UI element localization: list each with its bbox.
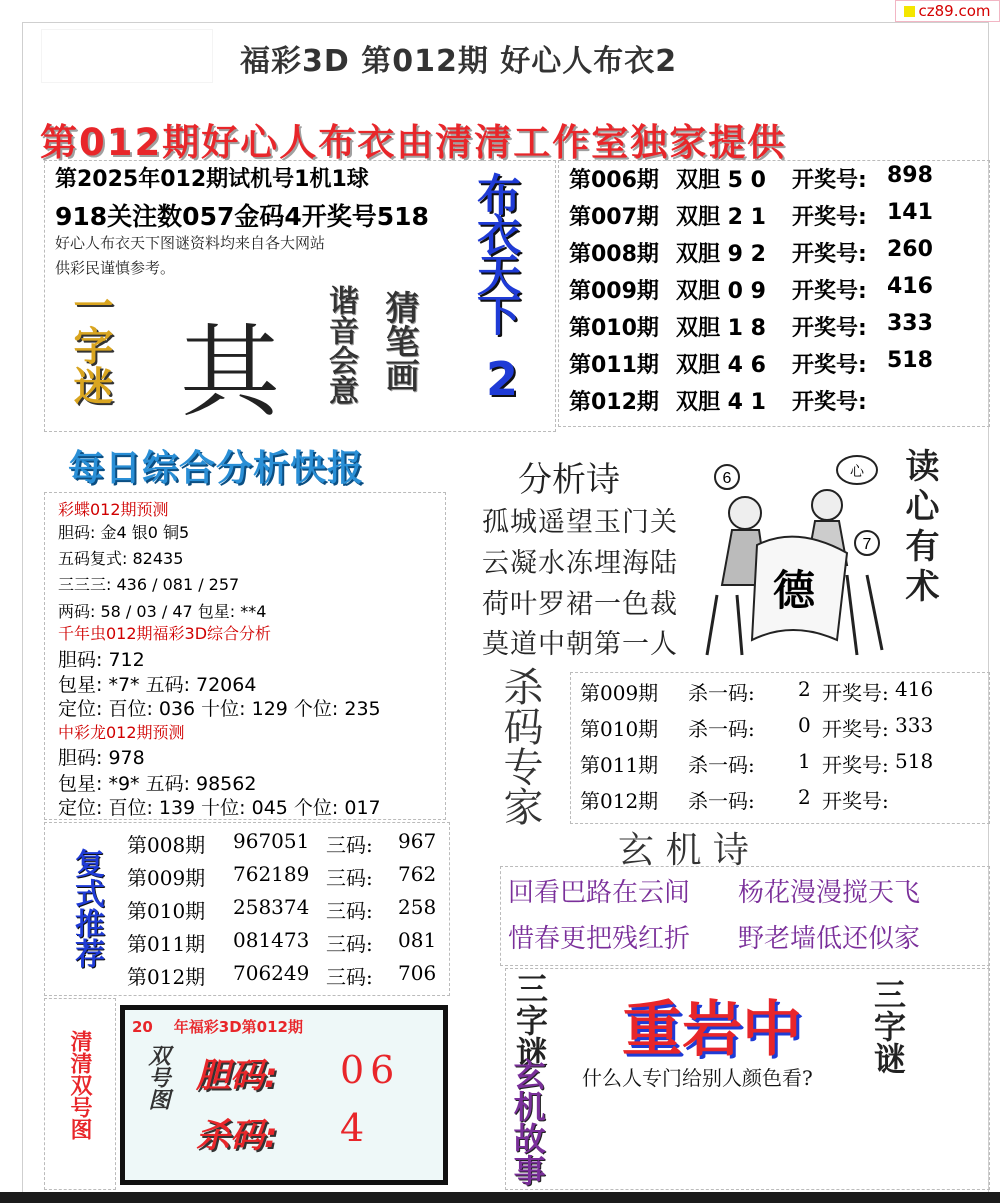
history-label: 开奖号:: [792, 279, 867, 304]
shuanghao-header: 20 年福彩3D第012期: [132, 1018, 303, 1036]
kill-label: 杀一码:: [688, 753, 755, 777]
caidie-dan: 胆码: 金4 银0 铜5: [58, 523, 190, 542]
history-issue: 第007期: [569, 205, 659, 230]
fushi-issue: 第008期: [127, 833, 206, 857]
xuanji-right-2: 野老墙低还似家: [738, 924, 921, 954]
yellow-square-icon: [904, 6, 915, 17]
kill-issue: 第011期: [580, 753, 659, 777]
fushi-label: 三码:: [326, 866, 373, 890]
xuanji-title: 玄 机 诗: [618, 830, 749, 871]
fushi-issue: 第009期: [127, 866, 206, 890]
history-issue: 第011期: [569, 353, 659, 378]
sanzimi-label-right: 三字谜: [869, 978, 907, 1074]
riddle-label: 一字迷: [67, 285, 113, 405]
sha-label: 杀码:: [196, 1116, 278, 1156]
history-num: 141: [887, 200, 933, 225]
kill-title: 杀码专家: [497, 666, 543, 826]
source-note-2: 供彩民谨慎参考。: [55, 259, 176, 277]
qnc-dan: 胆码: 712: [58, 649, 145, 671]
cartoon-side-text: 读心有术: [899, 448, 939, 608]
history-label: 开奖号:: [792, 316, 867, 341]
vertical-brand-number: 2: [486, 352, 519, 406]
qnc-pos: 定位: 百位: 036 十位: 129 个位: 235: [58, 698, 381, 720]
qnc-bao: 包星: *7* 五码: 72064: [58, 674, 257, 696]
kill-label: 杀一码:: [688, 681, 755, 705]
fushi-three: 258: [398, 895, 437, 919]
history-dan: 双胆 0 9: [676, 279, 766, 304]
vertical-brand: 布衣天下: [469, 172, 520, 332]
dan-value: 06: [340, 1048, 401, 1092]
history-dan: 双胆 2 1: [676, 205, 766, 230]
xuanji-left-2: 惜春更把残红折: [508, 924, 691, 954]
xuanji-left-1: 回看巴路在云间: [508, 878, 691, 908]
history-label: 开奖号:: [792, 390, 867, 415]
history-label: 开奖号:: [792, 205, 867, 230]
poem-line: 莫道中朝第一人: [482, 629, 678, 660]
page-title: 福彩3D 第012期 好心人布衣2: [240, 44, 678, 79]
kill-res: 333: [895, 713, 934, 737]
blank-logo-area: [42, 30, 212, 82]
fushi-three: 762: [398, 862, 437, 886]
sha-value: 4: [340, 1106, 365, 1150]
shuanghao-side-title: 清清双号图: [67, 1030, 92, 1140]
fushi-code: 258374: [233, 895, 310, 919]
zcl-pos: 定位: 百位: 139 十位: 045 个位: 017: [58, 797, 381, 819]
sanzimi-question: 什么人专门给别人颜色看?: [582, 1066, 813, 1090]
kill-res: 518: [895, 749, 934, 773]
history-dan: 双胆 1 8: [676, 316, 766, 341]
ball-left-label: 6: [722, 470, 732, 487]
history-issue: 第012期: [569, 390, 659, 415]
zcl-bao: 包星: *9* 五码: 98562: [58, 773, 257, 795]
history-dan: 双胆 4 1: [676, 390, 766, 415]
fushi-issue: 第010期: [127, 899, 206, 923]
history-issue: 第009期: [569, 279, 659, 304]
scroll-character: 德: [772, 566, 816, 615]
history-num: 518: [887, 348, 933, 373]
kill-res: 416: [895, 677, 934, 701]
history-num: 416: [887, 274, 933, 299]
history-num: 260: [887, 237, 933, 262]
fushi-issue: 第011期: [127, 932, 206, 956]
poem-line: 孤城遥望玉门关: [482, 507, 678, 538]
bottom-rule: [0, 1192, 1000, 1203]
fushi-code: 706249: [233, 961, 310, 985]
fushi-title: 复式推荐: [69, 848, 104, 968]
trial-line-2: 918关注数057金码4开奖号518: [55, 202, 429, 231]
history-issue: 第008期: [569, 242, 659, 267]
kill-res_label: 开奖号:: [822, 789, 889, 813]
analysis-poem-title: 分析诗: [518, 460, 620, 500]
ball-right-label: 7: [862, 536, 872, 553]
fushi-code: 081473: [233, 928, 310, 952]
cartoon-illustration: [697, 435, 890, 660]
kill-label: 杀一码:: [688, 717, 755, 741]
person-right-head-icon: [812, 490, 842, 520]
kill-code: 2: [798, 677, 811, 701]
history-label: 开奖号:: [792, 168, 867, 193]
kill-issue: 第009期: [580, 681, 659, 705]
caidie-two: 两码: 58 / 03 / 47 包星: **4: [58, 602, 267, 621]
xuanji-right-1: 杨花漫漫搅天飞: [738, 878, 921, 908]
fushi-label: 三码:: [326, 965, 373, 989]
history-label: 开奖号:: [792, 353, 867, 378]
fushi-label: 三码:: [326, 899, 373, 923]
person-left-head-icon: [729, 497, 761, 529]
kill-issue: 第010期: [580, 717, 659, 741]
sanzimi-label-left: 三字谜: [511, 972, 549, 1068]
history-num: 333: [887, 311, 933, 336]
caidie-three: 三三三: 436 / 081 / 257: [58, 575, 240, 594]
fushi-issue: 第012期: [127, 965, 206, 989]
kill-code: 1: [798, 749, 811, 773]
history-dan: 双胆 5 0: [676, 168, 766, 193]
kill-res_label: 开奖号:: [822, 753, 889, 777]
kill-res_label: 开奖号:: [822, 717, 889, 741]
fushi-label: 三码:: [326, 932, 373, 956]
zcl-title: 中彩龙012期预测: [58, 723, 185, 742]
history-issue: 第006期: [569, 168, 659, 193]
watermark-text: cz89.com: [918, 2, 991, 20]
shuanghao-side-panel: [44, 998, 116, 1190]
caidie-title: 彩蝶012期预测: [58, 500, 169, 519]
history-dan: 双胆 4 6: [676, 353, 766, 378]
kill-label: 杀一码:: [688, 789, 755, 813]
fushi-three: 967: [398, 829, 437, 853]
kill-res_label: 开奖号:: [822, 681, 889, 705]
history-num: 898: [887, 163, 933, 188]
caidie-five: 五码复式: 82435: [58, 549, 184, 568]
sanzimi-answer: 重岩中: [622, 995, 802, 1065]
dan-label: 胆码:: [196, 1056, 278, 1096]
history-dan: 双胆 9 2: [676, 242, 766, 267]
daily-report-title: 每日综合分析快报: [68, 448, 365, 489]
fushi-code: 967051: [233, 829, 310, 853]
site-watermark[interactable]: [895, 0, 1000, 22]
kill-issue: 第012期: [580, 789, 659, 813]
history-issue: 第010期: [569, 316, 659, 341]
riddle-hint-top: 猜笔画: [379, 290, 419, 392]
fushi-code: 762189: [233, 862, 310, 886]
riddle-character: 其: [180, 314, 280, 431]
banner-heading: 第012期好心人布衣由清清工作室独家提供: [40, 121, 787, 164]
kill-code: 2: [798, 785, 811, 809]
fushi-three: 706: [398, 961, 437, 985]
xuanji-story-label: 玄机故事: [508, 1058, 547, 1186]
history-label: 开奖号:: [792, 242, 867, 267]
trial-line-1: 第2025年012期试机号1机1球: [55, 167, 369, 192]
fushi-three: 081: [398, 928, 437, 952]
fushi-label: 三码:: [326, 833, 373, 857]
poem-line: 云凝水冻埋海陆: [482, 548, 678, 579]
kill-code: 0: [798, 713, 811, 737]
qnc-title: 千年虫012期福彩3D综合分析: [58, 624, 272, 643]
bubble-label: 心: [850, 464, 864, 480]
poem-line: 荷叶罗裙一色裁: [482, 589, 678, 620]
source-note-1: 好心人布衣天下图谜资料均来自各大网站: [55, 234, 326, 252]
shuanghao-badge: 双号图: [145, 1044, 170, 1110]
riddle-hint-bottom: 谐音会意: [323, 285, 358, 405]
zcl-dan: 胆码: 978: [58, 747, 145, 769]
